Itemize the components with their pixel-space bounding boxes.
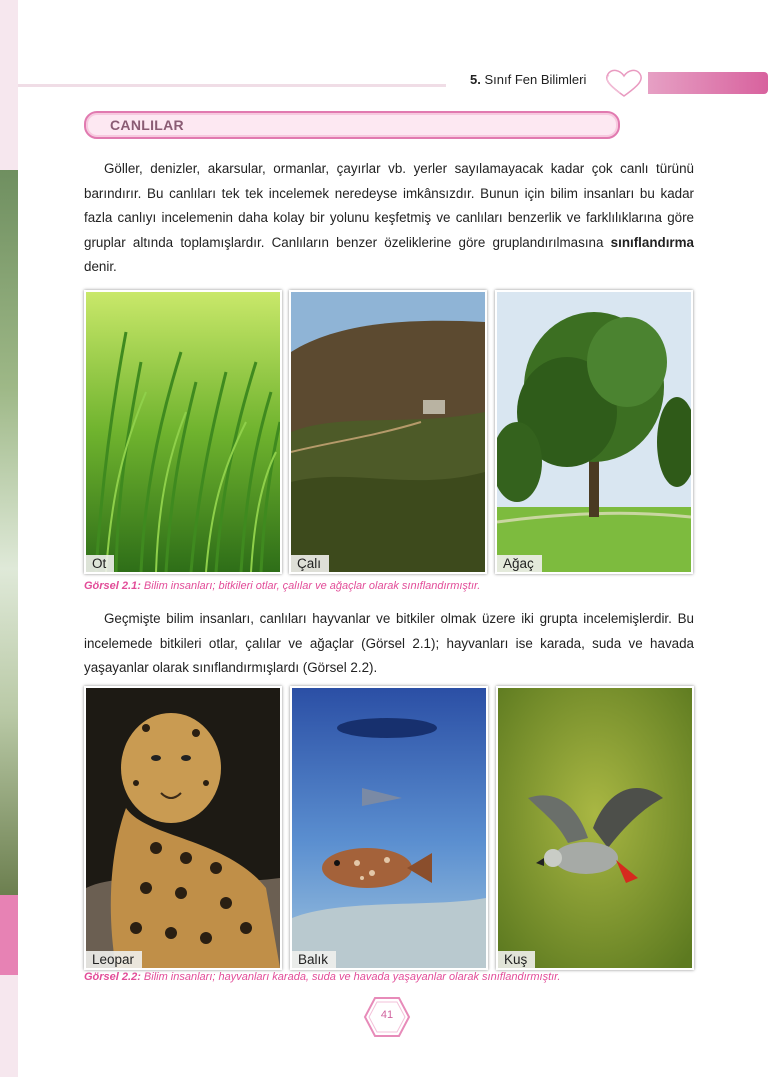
history-paragraph: Geçmişte bilim insanları, canlıları hayvanlar ve bitkiler olmak üzere iki grupta incelemişlerdir. Bu incelemede bitkileri otlar, çalılar ve ağaçlar (Görsel 2.1); hayvanları ise karada, suda ve havada yaşayanlar olarak sınıflandırmışlardı (Görsel 2.2).	[84, 611, 694, 675]
photo-tree	[495, 290, 693, 574]
photo-label-shrub: Çalı	[291, 555, 329, 572]
page-number-badge	[363, 996, 411, 1038]
photo-bird	[496, 686, 694, 970]
photo-label-tree: Ağaç	[497, 555, 542, 572]
photo-fish	[290, 686, 488, 970]
grass-image	[86, 292, 280, 572]
photo-label-grass: Ot	[86, 555, 114, 572]
header-subject: Sınıf Fen Bilimleri	[484, 72, 587, 87]
header-grade: 5.	[470, 72, 481, 87]
caption2-ref: Görsel 2.2:	[84, 971, 141, 983]
caption1-ref: Görsel 2.1:	[84, 580, 141, 592]
intro-paragraph	[84, 157, 694, 280]
side-pink-block	[0, 895, 18, 975]
parrot-image	[498, 688, 692, 968]
header-color-bar	[648, 72, 768, 94]
page-header	[470, 72, 586, 87]
leopard-image	[86, 688, 280, 968]
figure-caption-2	[84, 971, 561, 983]
photo-label-bird: Kuş	[498, 951, 535, 968]
section-title-box	[84, 111, 620, 139]
photo-label-fish: Balık	[292, 951, 336, 968]
section-title: CANLILAR	[110, 117, 184, 133]
caption2-text: Bilim insanları; hayvanları karada, suda ve havada yaşayanlar olarak sınıflandırmıştır.	[140, 971, 561, 983]
photo-label-leopard: Leopar	[86, 951, 142, 968]
shrub-image	[291, 292, 485, 572]
heart-deco-icon	[600, 66, 648, 100]
intro-text-end: denir.	[84, 259, 117, 274]
intro-text: Göller, denizler, akarsular, ormanlar, çayırlar vb. yerler sayılamayacak kadar çok canlı türünü barındırır. Bu canlıları tek tek incelemek neredeyse imkânsızdır. Bunun için bilim insanları bu kadar fazla canlıyı incelemenin daha kolay bir yolunu keşfetmiş ve canlıları benzerlik ve farklılıklarına göre gruplar altında toplamışlardır. Canlıların benzer özeliklerine göre gruplandırılmasına	[84, 161, 694, 250]
fish-image	[292, 688, 486, 968]
photo-grass	[84, 290, 282, 574]
photo-shrub	[289, 290, 487, 574]
tree-image	[497, 292, 691, 572]
figure-caption-1	[84, 580, 480, 592]
header-rule	[18, 84, 446, 87]
side-photo-strip	[0, 170, 18, 895]
intro-bold-term: sınıflandırma	[610, 234, 694, 250]
page-number: 41	[380, 1009, 394, 1021]
caption1-text: Bilim insanları; bitkileri otlar, çalılar ve ağaçlar olarak sınıflandırmıştır.	[140, 580, 481, 592]
photo-leopard	[84, 686, 282, 970]
